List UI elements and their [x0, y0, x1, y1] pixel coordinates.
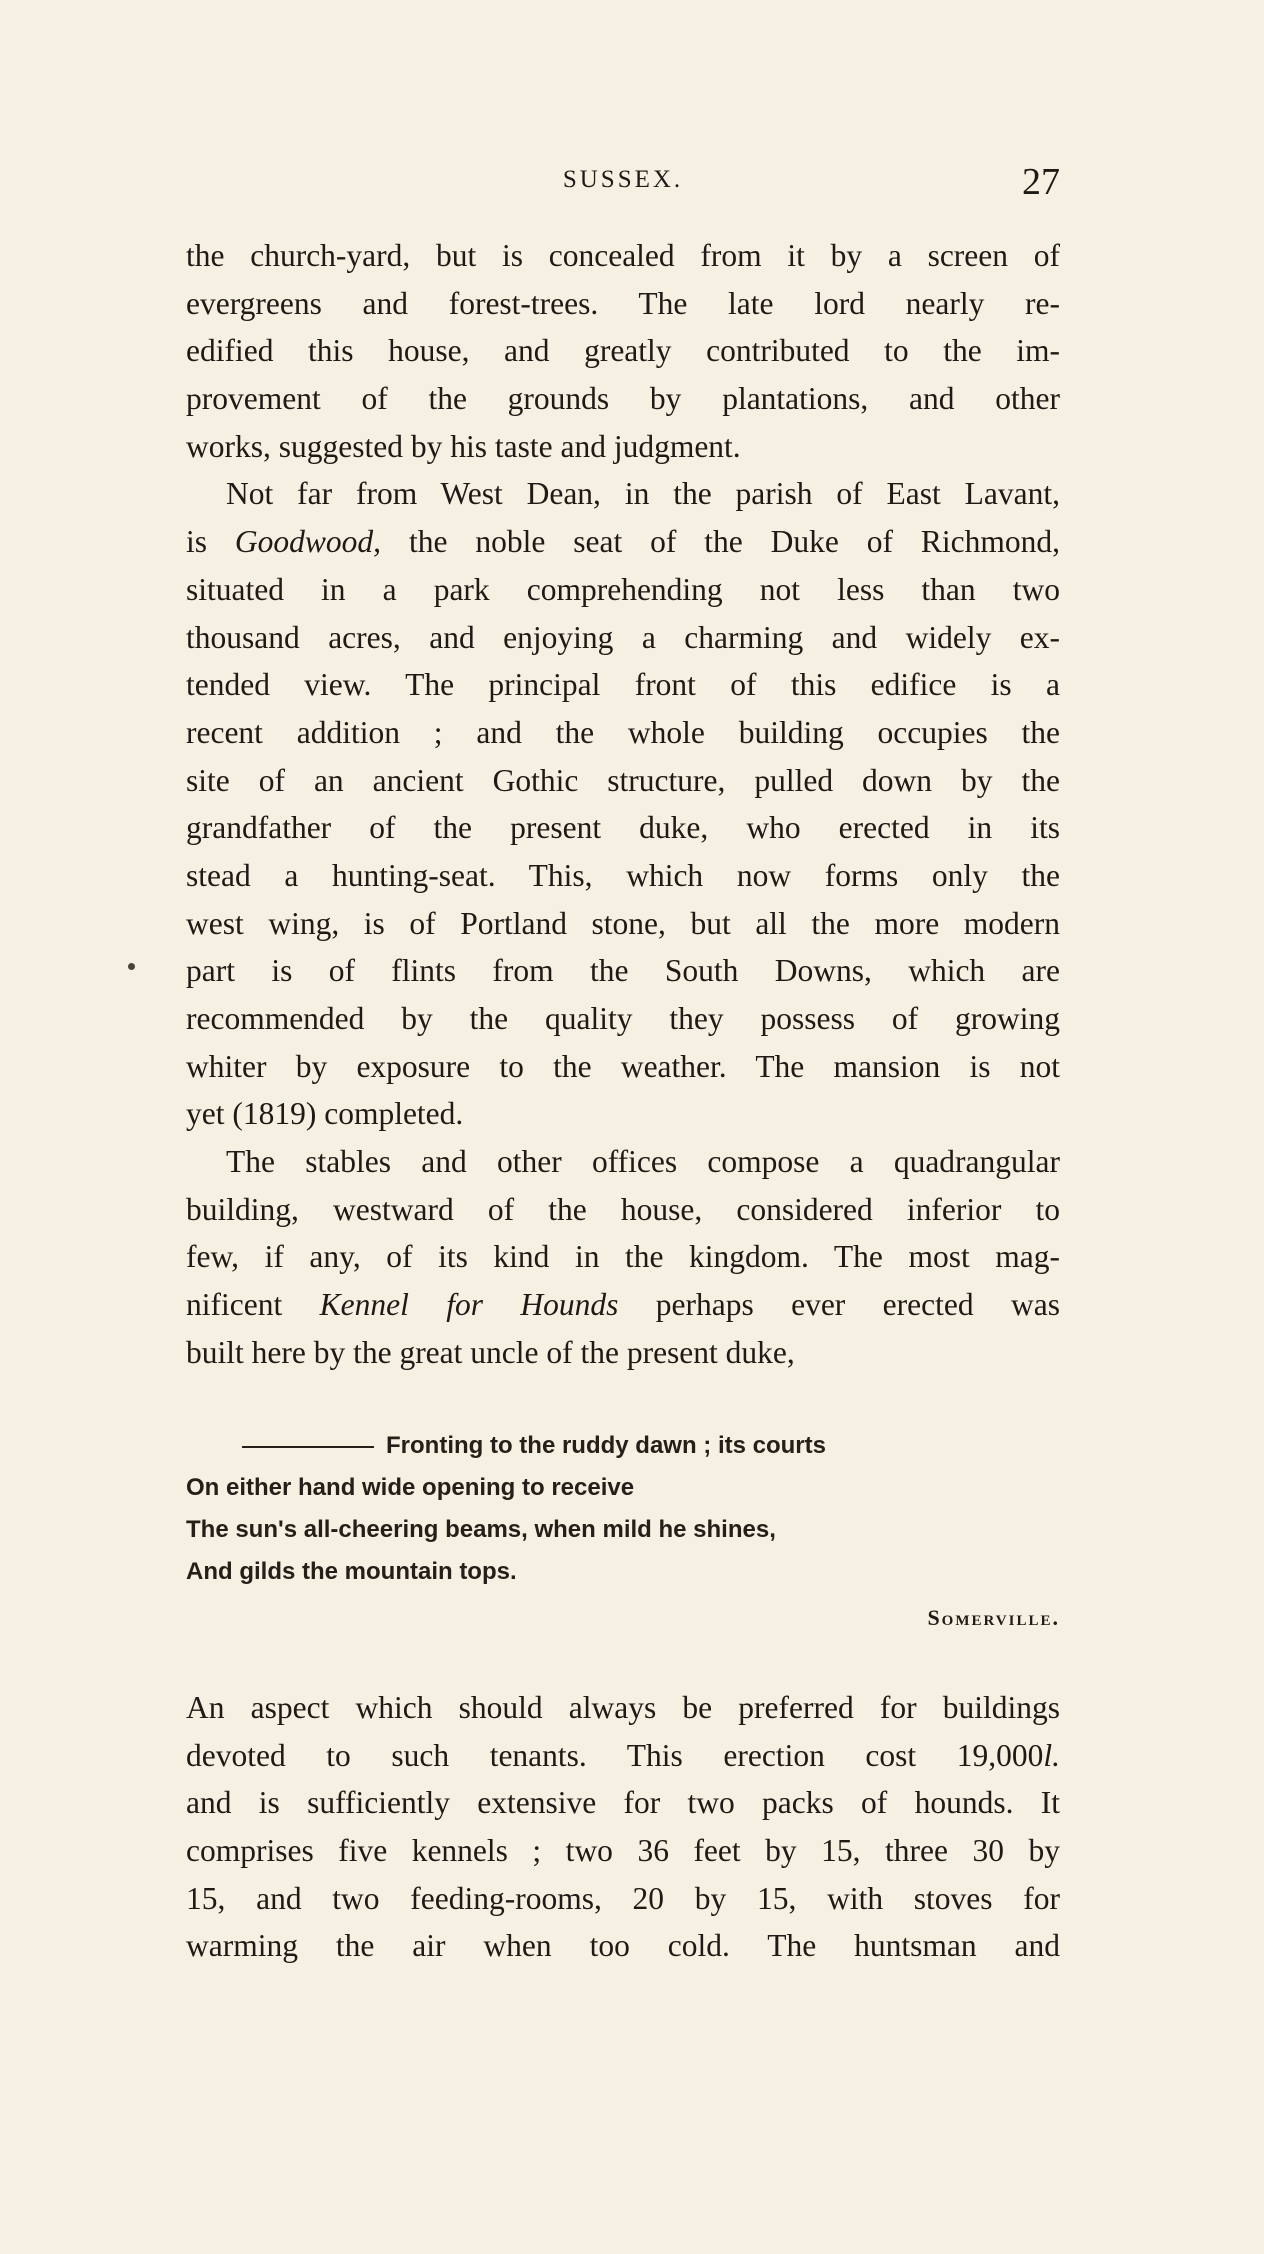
margin-speck	[128, 963, 135, 970]
text-line: yet (1819) completed.	[186, 1096, 464, 1132]
text-line: evergreens and forest-trees. The late lord nearly re-	[186, 285, 1060, 321]
text-line: grandfather of the present duke, who erected in its	[186, 810, 1060, 846]
text-line: edified this house, and greatly contributed to the im-	[186, 333, 1060, 369]
verse-line: And gilds the mountain tops.	[186, 1558, 517, 1585]
text-line: the church-yard, but is concealed from it by a screen of	[186, 238, 1060, 273]
text-line	[186, 1732, 1060, 1780]
italic-phrase: Kennel for Hounds	[319, 1287, 619, 1323]
text-run: nificent	[186, 1287, 320, 1323]
text-line: situated in a park comprehending not less than two	[186, 571, 1060, 607]
text-line: tended view. The principal front of this edifice is a	[186, 667, 1060, 703]
text-line: works, suggested by his taste and judgment.	[186, 428, 741, 464]
italic-currency: l.	[1043, 1737, 1060, 1773]
text-line: 15, and two feeding-rooms, 20 by 15, with stoves for	[186, 1880, 1060, 1916]
main-text-block	[186, 232, 1060, 1377]
text-line: stead a hunting-seat. This, which now forms only the	[186, 857, 1060, 893]
text-line	[186, 1281, 1060, 1329]
verse-text: Fronting to the ruddy dawn ; its courts	[386, 1432, 826, 1459]
text-line	[186, 518, 1060, 566]
text-line: site of an ancient Gothic structure, pulled down by the	[186, 762, 1060, 798]
text-line: few, if any, of its kind in the kingdom. The most mag-	[186, 1239, 1060, 1275]
quote-attribution: Somerville.	[927, 1605, 1060, 1630]
text-line: recommended by the quality they possess of growing	[186, 1001, 1060, 1036]
verse-line: The sun's all-cheering beams, when mild he shines,	[186, 1516, 776, 1543]
page-number: 27	[1022, 161, 1060, 203]
running-title: SUSSEX.	[562, 166, 684, 193]
text-line: west wing, is of Portland stone, but all the more modern	[186, 905, 1060, 941]
running-head	[186, 160, 1060, 203]
text-line: part is of flints from the South Downs, which are	[186, 953, 1060, 989]
text-line: built here by the great uncle of the present duke,	[186, 1334, 795, 1370]
text-line: The stables and other offices compose a quadrangular	[226, 1144, 1060, 1180]
text-run: devoted to such tenants. This erection cost 19,000	[186, 1737, 1044, 1773]
text-line: thousand acres, and enjoying a charming and widely ex-	[186, 619, 1060, 655]
text-line: warming the air when too cold. The huntsman and	[186, 1928, 1060, 1964]
text-line: An aspect which should always be preferred for buildings	[186, 1690, 1060, 1725]
text-line: provement of the grounds by plantations, and other	[186, 381, 1060, 417]
text-line: recent addition ; and the whole building occupies the	[186, 714, 1060, 750]
text-run: is	[186, 524, 235, 560]
text-run: perhaps ever erected was	[618, 1287, 1060, 1323]
verse-line: On either hand wide opening to receive	[186, 1474, 635, 1501]
italic-place-name: Goodwood,	[234, 524, 382, 560]
verse-line	[186, 1425, 1060, 1467]
text-line: whiter by exposure to the weather. The mansion is not	[186, 1048, 1060, 1084]
second-text-block	[186, 1684, 1060, 1970]
quote-dash	[242, 1446, 374, 1448]
text-line: Not far from West Dean, in the parish of East Lavant,	[226, 476, 1060, 512]
text-line: and is sufficiently extensive for two packs of hounds. It	[186, 1785, 1060, 1821]
text-run: the noble seat of the Duke of Richmond,	[381, 524, 1060, 560]
verse-quotation	[186, 1425, 1060, 1641]
text-line: building, westward of the house, considered inferior to	[186, 1191, 1060, 1227]
text-line: comprises five kennels ; two 36 feet by 15, three 30 by	[186, 1833, 1060, 1869]
